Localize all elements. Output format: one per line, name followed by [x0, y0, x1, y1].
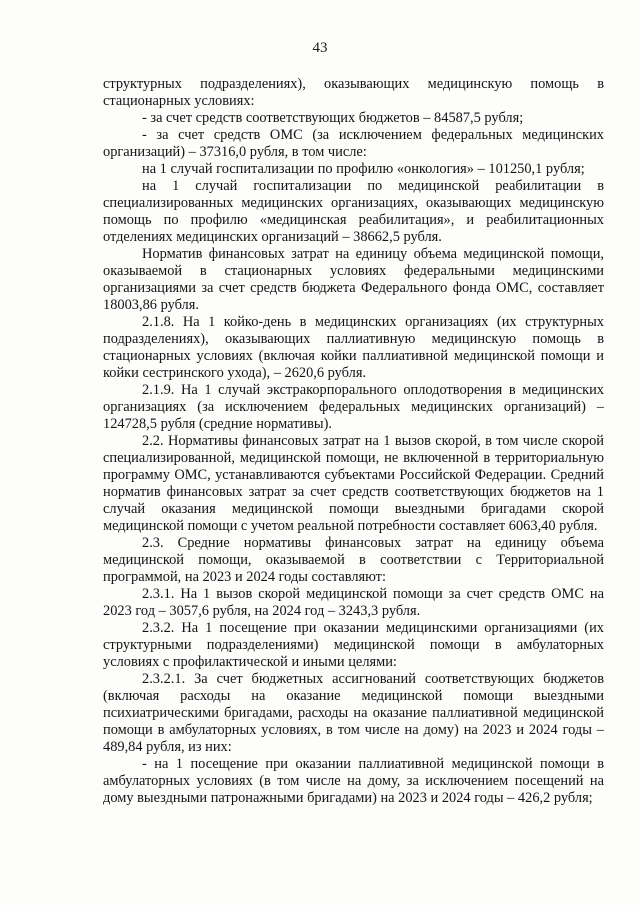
paragraph: 2.1.8. На 1 койко-день в медицинских организациях (их структурных подразделениях), оказывающих паллиативную медицинскую помощь в стационарных условиях (включая койки паллиативной медицинской помощи и койки сестринского ухода), – 2620,6 рубля.: [103, 314, 604, 381]
paragraph: - за счет средств соответствующих бюджетов – 84587,5 рубля;: [142, 110, 524, 126]
paragraph: на 1 случай госпитализации по медицинской реабилитации в специализированных медицинских организациях, оказывающих медицинскую помощь по профилю «медицинская реабилитация», и реабилитационных отделениях медицинских организаций – 38662,5 рубля.: [103, 178, 604, 245]
paragraph: 2.3.2. На 1 посещение при оказании медицинскими организациями (их структурными подразделениями) медицинской помощи в амбулаторных условиях с профилактической и иными целями:: [103, 620, 604, 670]
paragraph: на 1 случай госпитализации по профилю «онкология» – 101250,1 рубля;: [142, 161, 585, 177]
paragraph: 2.3. Средние нормативы финансовых затрат на единицу объема медицинской помощи, оказываемой в соответствии с Территориальной программой, на 2023 и 2024 годы составляют:: [103, 535, 604, 585]
paragraph: 2.1.9. На 1 случай экстракорпорального оплодотворения в медицинских организациях (за исключением федеральных медицинских организаций) – 124728,5 рубля (средние нормативы).: [103, 382, 604, 432]
paragraph: - за счет средств ОМС (за исключением федеральных медицинских организаций) – 37316,0 рубля, в том числе:: [103, 127, 604, 160]
paragraph: - на 1 посещение при оказании паллиативной медицинской помощи в амбулаторных условиях (в том числе на дому, за исключением посещений на дому выездными патронажными бригадами) на 2023 и 2024 годы – 426,2 рубля;: [103, 756, 604, 806]
paragraph: 2.3.2.1. За счет бюджетных ассигнований соответствующих бюджетов (включая расходы на оказание медицинской помощи выездными психиатрическими бригадами, расходы на оказание паллиативной медицинской помощи в амбулаторных условиях, в том числе на дому) на 2023 и 2024 годы – 489,84 рубля, из них:: [103, 671, 604, 755]
paragraph: Норматив финансовых затрат на единицу объема медицинской помощи, оказываемой в стационарных условиях федеральными медицинскими организациями за счет средств бюджета Федерального фонда ОМС, составляет 18003,86 рубля.: [103, 246, 604, 313]
paragraph: 2.2. Нормативы финансовых затрат на 1 вызов скорой, в том числе скорой специализированной, медицинской помощи, не включенной в территориальную программу ОМС, устанавливаются субъектами Российской Федерации. Средний норматив финансовых затрат за счет средств соответствующих бюджетов на 1 случай оказания медицинской помощи выездными бригадами скорой медицинской помощи с учетом реальной потребности составляет 6063,40 рубля.: [103, 433, 604, 534]
paragraph: 2.3.1. На 1 вызов скорой медицинской помощи за счет средств ОМС на 2023 год – 3057,6 рубля, на 2024 год – 3243,3 рубля.: [103, 586, 604, 619]
body-text: [103, 76, 604, 807]
page-number: 43: [312, 40, 328, 56]
paragraph: структурных подразделениях), оказывающих медицинскую помощь в стационарных условиях:: [103, 76, 604, 109]
